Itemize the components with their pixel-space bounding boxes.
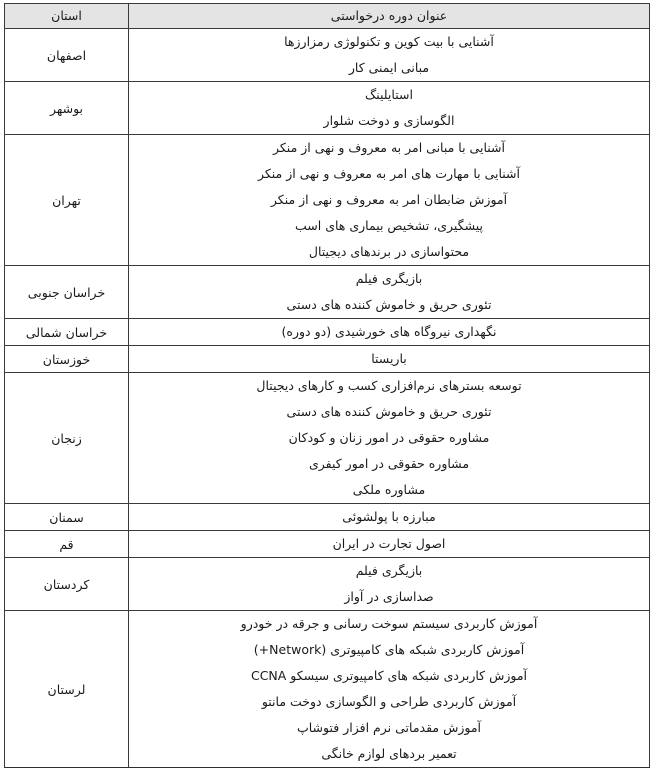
table-header: [5, 4, 650, 29]
table-row: [5, 346, 650, 373]
course-title: محتواسازی در برندهای دیجیتال: [308, 244, 470, 259]
course-title: بازیگری فیلم: [355, 271, 423, 286]
table-row: [5, 611, 650, 768]
course-list-cell: [129, 611, 650, 768]
course-list-cell: [129, 319, 650, 346]
province-cell: خراسان جنوبی: [5, 266, 129, 319]
course-title: نگهداری نیروگاه های خورشیدی (دو دوره): [281, 324, 497, 339]
table-row: [5, 504, 650, 531]
province-cell: خراسان شمالی: [5, 319, 129, 346]
course-list-cell: [129, 135, 650, 266]
course-title: باریستا: [371, 351, 407, 366]
course-title: مشاوره ملکی: [352, 482, 426, 497]
province-cell: سمنان: [5, 504, 129, 531]
province-cell: تهران: [5, 135, 129, 266]
table-row: [5, 135, 650, 266]
course-list-cell: [129, 558, 650, 611]
table-row: [5, 558, 650, 611]
header-row: [5, 4, 650, 29]
requested-courses-table: [4, 3, 650, 768]
course-title: آشنایی با مهارت های امر به معروف و نهی از منکر: [257, 166, 521, 181]
course-title: استایلینگ: [365, 87, 413, 102]
province-cell: زنجان: [5, 373, 129, 504]
table-row: [5, 531, 650, 558]
column-header-province: استان: [5, 4, 129, 29]
course-title: آموزش کاربردی سیستم سوخت رسانی و جرقه در خودرو: [240, 616, 538, 631]
column-header-course-title: عنوان دوره درخواستی: [129, 4, 650, 29]
course-title: مشاوره حقوقی در امور زنان و کودکان: [288, 430, 490, 445]
course-title: الگوسازی و دوخت شلوار: [323, 113, 455, 128]
course-title: پیشگیری، تشخیص بیماری های اسب: [295, 218, 483, 233]
course-title: تئوری حریق و خاموش کننده های دستی: [286, 297, 492, 312]
province-cell: اصفهان: [5, 29, 129, 82]
course-title: بازیگری فیلم: [355, 563, 423, 578]
course-title: آموزش مقدماتی نرم افزار فتوشاپ: [296, 720, 482, 735]
course-title: توسعه بسترهای نرم‌افزاری کسب و کارهای دیجیتال: [256, 378, 522, 393]
table-row: [5, 319, 650, 346]
table-row: [5, 373, 650, 504]
course-title: مشاوره حقوقی در امور کیفری: [308, 456, 470, 471]
table-row: [5, 266, 650, 319]
course-list-cell: [129, 29, 650, 82]
course-title: آشنایی با بیت کوین و تکنولوژی رمزارزها: [284, 34, 494, 49]
course-title: آموزش کاربردی شبکه های کامپیوتری سیسکو CCNA: [250, 668, 528, 683]
province-cell: خوزستان: [5, 346, 129, 373]
course-title: آموزش کاربردی شبکه های کامپیوتری (Network+): [253, 642, 525, 657]
course-title: آشنایی با مبانی امر به معروف و نهی از منکر: [273, 140, 505, 155]
course-list-cell: [129, 504, 650, 531]
course-title: آموزش کاربردی طراحی و الگوسازی دوخت مانتو: [261, 694, 517, 709]
course-list-cell: [129, 373, 650, 504]
course-title: تعمیر بردهای لوازم خانگی: [321, 746, 457, 761]
course-list-cell: [129, 531, 650, 558]
course-title: آموزش ضابطان امر به معروف و نهی از منکر: [270, 192, 508, 207]
course-list-cell: [129, 346, 650, 373]
course-title: اصول تجارت در ایران: [332, 536, 446, 551]
table-row: [5, 29, 650, 82]
course-list-cell: [129, 266, 650, 319]
course-list-cell: [129, 82, 650, 135]
province-cell: قم: [5, 531, 129, 558]
course-title: مبانی ایمنی کار: [348, 60, 430, 75]
province-cell: کردستان: [5, 558, 129, 611]
province-cell: بوشهر: [5, 82, 129, 135]
course-title: صداسازی در آواز: [344, 589, 434, 604]
table-row: [5, 82, 650, 135]
province-cell: لرستان: [5, 611, 129, 768]
course-title: تئوری حریق و خاموش کننده های دستی: [286, 404, 492, 419]
table-body: [5, 29, 650, 768]
course-title: مبارزه با پولشوئی: [342, 509, 436, 524]
